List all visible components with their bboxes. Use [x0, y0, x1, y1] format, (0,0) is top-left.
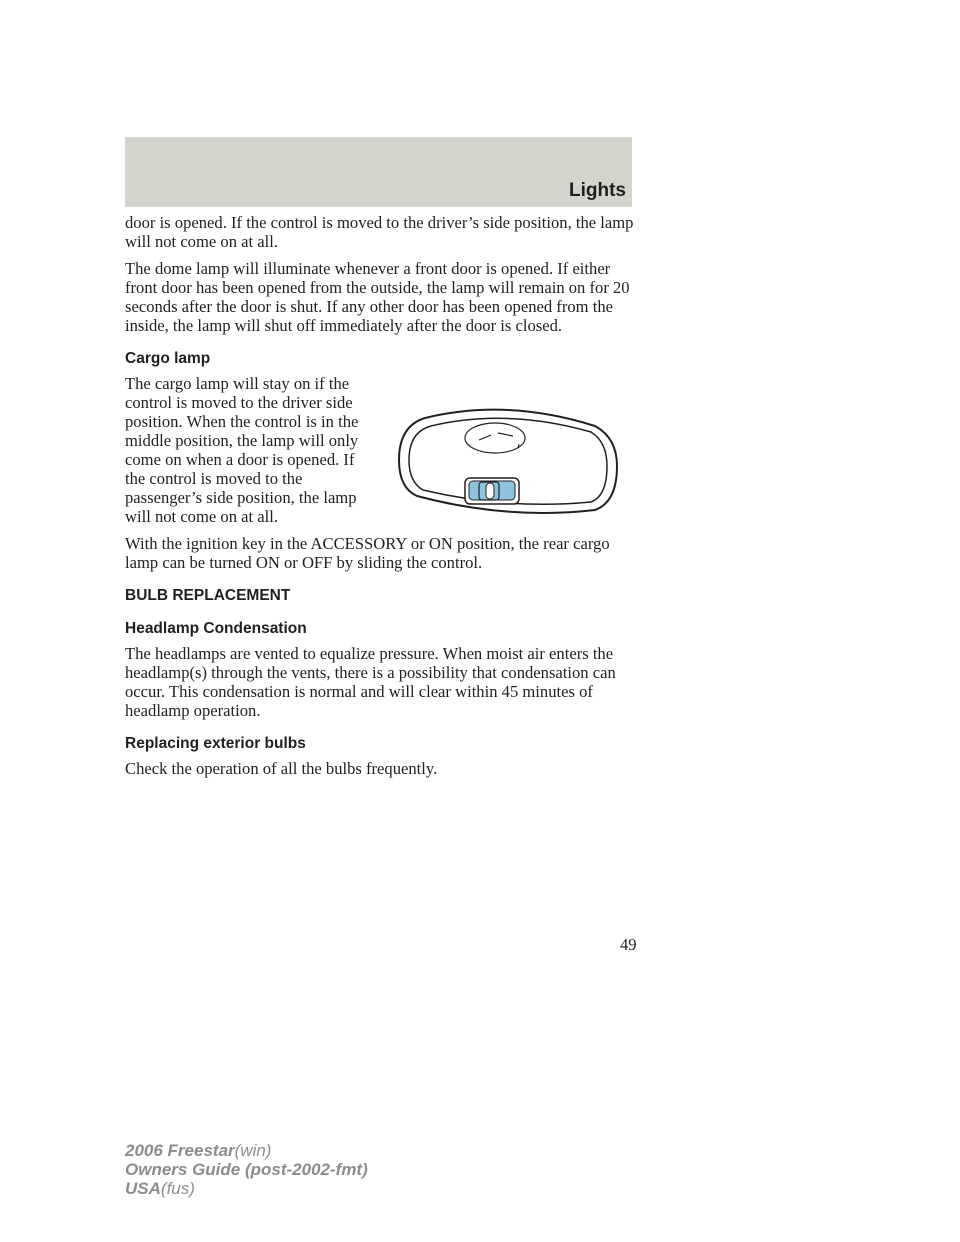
heading-bulb-replacement: BULB REPLACEMENT — [125, 587, 291, 604]
paragraph: With the ignition key in the ACCESSORY or ON position, the rear cargo lamp can be turned ON or OFF by sliding the control. — [125, 534, 610, 572]
section-title: Lights — [569, 180, 626, 201]
footer-model: 2006 Freestar — [125, 1141, 235, 1160]
heading-replacing-exterior-bulbs: Replacing exterior bulbs — [125, 735, 306, 752]
section-header-band — [125, 137, 632, 207]
paragraph: The dome lamp will illuminate whenever a front door is opened. If either front door has been opened from the outside, the lamp will remain on for 20 seconds after the door is shut. If any other door has been opened from the inside, the lamp will shut off immediately after the door is closed. — [125, 259, 630, 335]
page-content — [125, 213, 645, 786]
footer-market-code: (fus) — [160, 1179, 195, 1198]
page-number: 49 — [620, 935, 637, 954]
document-footer — [125, 1141, 368, 1198]
footer-market: USA — [125, 1179, 161, 1198]
paragraph: The headlamps are vented to equalize pressure. When moist air enters the headlamp(s) through the vents, there is a possibility that condensation can occur. This condensation is normal and will clear within 45 minutes of headlamp operation. — [125, 644, 616, 720]
footer-guide: Owners Guide (post-2002-fmt) — [125, 1160, 368, 1179]
cargo-lamp-section — [125, 374, 645, 526]
heading-cargo-lamp: Cargo lamp — [125, 350, 211, 367]
paragraph: Check the operation of all the bulbs frequently. — [125, 759, 438, 778]
footer-model-code: (win) — [234, 1141, 272, 1160]
heading-headlamp-condensation: Headlamp Condensation — [125, 620, 307, 637]
paragraph: The cargo lamp will stay on if the control is moved to the driver side position. When the control is in the middle position, the lamp will only come on when a door is opened. If the control is moved to the passenger’s side position, the lamp will not come on at all. — [125, 374, 359, 526]
paragraph: door is opened. If the control is moved to the driver’s side position, the lamp will not come on at all. — [125, 213, 634, 251]
cargo-lamp-illustration — [395, 404, 620, 516]
